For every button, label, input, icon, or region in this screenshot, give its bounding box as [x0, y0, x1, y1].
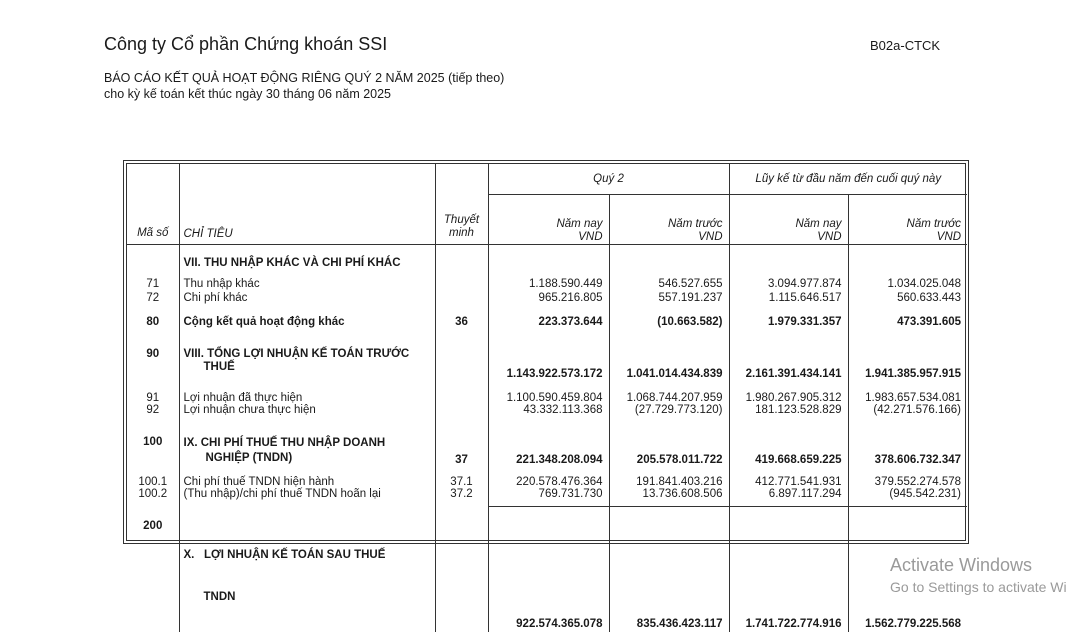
row-label-line1: VIII. TỔNG LỢI NHUẬN KẾ TOÁN TRƯỚC — [183, 348, 410, 360]
q2-current-value: 1.188.590.449 — [488, 278, 609, 292]
table-row — [127, 312, 967, 338]
ytd-previous-value: 379.552.274.578 — [848, 466, 967, 488]
prev-year-label: Năm trước — [906, 217, 962, 230]
q2-previous-value: 13.736.608.506 — [609, 488, 729, 506]
row-note — [435, 278, 488, 292]
q2-previous-value: (10.663.582) — [609, 312, 729, 338]
ytd-previous-value: (945.542.231) — [848, 488, 967, 506]
activate-windows-hint[interactable]: Go to Settings to activate Wi — [890, 579, 1067, 595]
ytd-current-value: 1.979.331.357 — [729, 312, 848, 338]
q2-previous-value: 205.578.011.722 — [609, 422, 729, 466]
activate-windows-title: Activate Windows — [890, 555, 1033, 575]
q2-current-value: 1.100.590.459.804 — [488, 380, 609, 404]
table-row — [127, 380, 967, 404]
header-group-ytd: Lũy kế từ đầu năm đến cuối quý này — [729, 164, 967, 194]
row-label-line2: THUẾ — [203, 361, 235, 373]
row-label-line1: X. LỢI NHUẬN KẾ TOÁN SAU THUẾ — [183, 549, 386, 561]
row-code: 100.1 — [138, 476, 168, 488]
row-label — [179, 506, 435, 632]
table-row — [127, 404, 967, 422]
header-ytd-current — [729, 194, 848, 244]
q2-current-value: 769.731.730 — [488, 488, 609, 506]
table-row — [127, 488, 967, 506]
header-note-line1: Thuyết — [443, 213, 480, 226]
ytd-current-value: 1.980.267.905.312 — [729, 380, 848, 404]
row-label — [179, 338, 435, 380]
ytd-current-value: 181.123.528.829 — [729, 404, 848, 422]
q2-previous-value: 1.068.744.207.959 — [609, 380, 729, 404]
row-label: Chi phí khác — [179, 292, 435, 312]
row-note — [435, 292, 488, 312]
header-note-line2: minh — [449, 226, 474, 239]
row-label — [179, 422, 435, 466]
row-label: Chi phí thuế TNDN hiện hành — [179, 466, 435, 488]
row-code: 200 — [143, 520, 163, 532]
row-label: Thu nhập khác — [179, 278, 435, 292]
header-ytd-previous — [848, 194, 967, 244]
ytd-current-value: 419.668.659.225 — [729, 422, 848, 466]
financial-table — [127, 164, 967, 632]
header-q2-current — [488, 194, 609, 244]
ytd-previous-value: 560.633.443 — [848, 292, 967, 312]
q2-current-value: 220.578.476.364 — [488, 466, 609, 488]
report-period: cho kỳ kế toán kết thúc ngày 30 tháng 06 năm 2025 — [104, 87, 392, 101]
ytd-current-value: 3.094.977.874 — [729, 278, 848, 292]
q2-previous-value: 835.436.423.117 — [609, 506, 729, 632]
row-label-line1: IX. CHI PHÍ THUẾ THU NHẬP DOANH — [183, 437, 386, 449]
table-row — [127, 422, 967, 466]
q2-previous-value: 546.527.655 — [609, 278, 729, 292]
unit-label: VND — [817, 230, 842, 243]
ytd-previous-value: 473.391.605 — [848, 312, 967, 338]
ytd-previous-value: 1.983.657.534.081 — [848, 380, 967, 404]
row-note: 36 — [435, 312, 488, 338]
header-note — [435, 164, 488, 244]
unit-label: VND — [936, 230, 962, 243]
ytd-previous-value: 1.034.025.048 — [848, 278, 967, 292]
header-item: CHỈ TIÊU — [179, 164, 435, 244]
header-code: Mã số — [127, 164, 179, 244]
report-title: BÁO CÁO KẾT QUẢ HOẠT ĐỘNG RIÊNG QUÝ 2 NĂM 2025 (tiếp theo) — [104, 71, 505, 85]
table-row — [127, 278, 967, 292]
ytd-current-value: 6.897.117.294 — [729, 488, 848, 506]
row-note: 37.1 — [435, 466, 488, 488]
table-row — [127, 338, 967, 380]
q2-current-value: 43.332.113.368 — [488, 404, 609, 422]
row-label: (Thu nhập)/chi phí thuế TNDN hoãn lại — [179, 488, 435, 506]
ytd-previous-value: 1.562.779.225.568 — [848, 506, 967, 632]
ytd-previous-value: 1.941.385.957.915 — [848, 338, 967, 380]
row-code: 72 — [146, 292, 160, 304]
company-name: Công ty Cổ phần Chứng khoán SSI — [104, 34, 388, 54]
report-heading — [104, 70, 504, 102]
section-vii-title: VII. THU NHẬP KHÁC VÀ CHI PHÍ KHÁC — [179, 244, 435, 278]
ytd-previous-value: 378.606.732.347 — [848, 422, 967, 466]
ytd-current-value: 1.115.646.517 — [729, 292, 848, 312]
q2-current-value: 221.348.208.094 — [488, 422, 609, 466]
row-code: 91 — [146, 392, 160, 404]
header-q2-previous — [609, 194, 729, 244]
q2-previous-value: 557.191.237 — [609, 292, 729, 312]
ytd-previous-value: (42.271.576.166) — [848, 404, 967, 422]
cur-year-label: Năm nay — [795, 217, 842, 230]
row-label: Lợi nhuận chưa thực hiện — [179, 404, 435, 422]
prev-year-label: Năm trước — [668, 217, 723, 230]
q2-current-value: 223.373.644 — [488, 312, 609, 338]
row-code: 71 — [146, 278, 160, 290]
row-label: Cộng kết quả hoạt động khác — [179, 312, 435, 338]
row-note: 37.2 — [435, 488, 488, 506]
unit-label: VND — [698, 230, 723, 243]
q2-current-value: 922.574.365.078 — [488, 506, 609, 632]
unit-label: VND — [578, 230, 603, 243]
row-note — [435, 380, 488, 404]
q2-previous-value: 1.041.014.434.839 — [609, 338, 729, 380]
row-note — [435, 338, 488, 380]
q2-current-value: 965.216.805 — [488, 292, 609, 312]
q2-previous-value: 191.841.403.216 — [609, 466, 729, 488]
ytd-current-value: 1.741.722.774.916 — [729, 506, 848, 632]
row-note — [435, 506, 488, 632]
table-row — [127, 244, 967, 278]
form-code: B02a-CTCK — [870, 38, 941, 53]
ytd-current-value: 2.161.391.434.141 — [729, 338, 848, 380]
row-label-line2: NGHIỆP (TNDN) — [205, 452, 293, 464]
row-code: 100.2 — [138, 488, 168, 500]
table-row — [127, 466, 967, 488]
table-row — [127, 292, 967, 312]
row-code: 92 — [146, 404, 160, 416]
row-note: 37 — [435, 422, 488, 466]
row-note — [435, 404, 488, 422]
row-label: Lợi nhuận đã thực hiện — [179, 380, 435, 404]
row-label-line2: TNDN — [203, 591, 236, 603]
cur-year-label: Năm nay — [556, 217, 603, 230]
row-code: 80 — [146, 316, 160, 328]
q2-previous-value: (27.729.773.120) — [609, 404, 729, 422]
ytd-current-value: 412.771.541.931 — [729, 466, 848, 488]
row-code: 100 — [143, 436, 163, 448]
row-code: 90 — [146, 348, 160, 360]
q2-current-value: 1.143.922.573.172 — [488, 338, 609, 380]
header-group-q2: Quý 2 — [488, 164, 729, 194]
table-row — [127, 506, 967, 632]
